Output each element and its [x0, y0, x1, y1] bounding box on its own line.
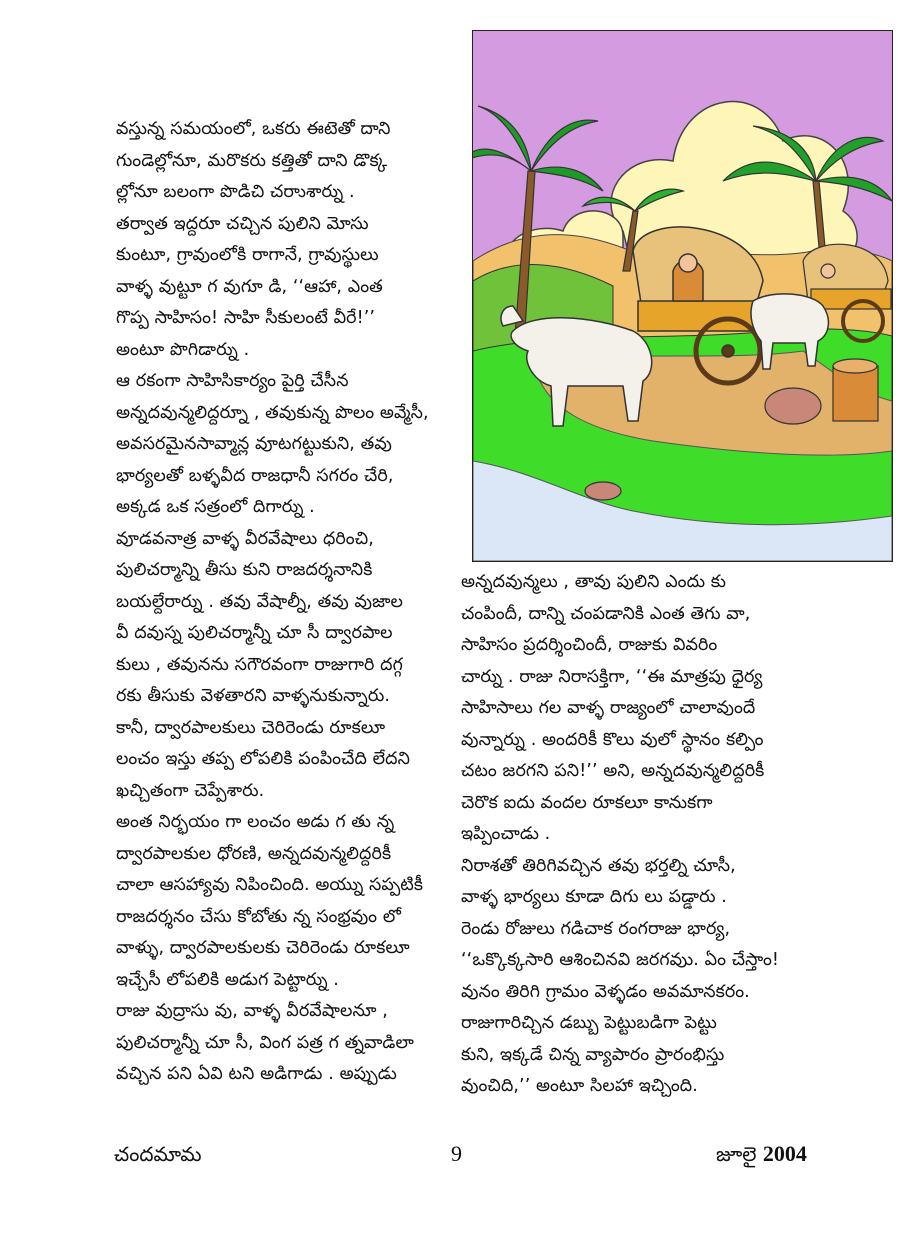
text-line: చార్ను . రాజు నిరాసక్తిగా, ‘‘ఈ మాత్రపు ధైర్య [461, 666, 763, 687]
text-line: ఖచ్చితంగా చెప్పేశారు. [116, 780, 265, 801]
text-line: నిరాశతో తిరిగివచ్చిన తవు భర్తల్ని చూసీ, [461, 855, 736, 876]
text-line: వున్నార్ను . అందరికీ కొలు వులో స్థానం కల్పిం [461, 729, 764, 750]
text-line: పులిచర్మాన్ని తీసు కుని రాజదర్శనానికి [116, 560, 373, 580]
text-line: వాళ్ళ భార్యలు కూడా దిగు లు పడ్డారు . [461, 887, 727, 907]
text-line: ‘‘ఒక్కొక్కసారి ఆశించినవి జరగవుు. ఏం చేస్తాం! [461, 950, 780, 970]
text-line: రకు తీసుకు వెళతారని వాళ్ళనుకున్నారు. [116, 686, 391, 706]
issue-month: జూలై [716, 1142, 757, 1166]
text-line: వస్తున్న సమయంలో, ఒకరు ఈటెతో దాని [116, 119, 391, 139]
text-line: కుంటూ, గ్రావుంలోకి రాగానే, గ్రావుస్థులు [116, 245, 379, 265]
text-line: చటం జరగని పని!’’ అని, అన్నదవున్మలిద్దరికీ [461, 761, 765, 781]
text-line: అంత నిర్భయం గా లంచం అడు గ తు న్న [116, 812, 395, 832]
text-line: సాహిసం ప్రదర్శించిందీ, రాజుకు వివరిం [461, 635, 718, 655]
text-line: వుంచిది,’’ అంటూ సిలహా ఇచ్చింది. [461, 1076, 698, 1096]
page-number: 9 [451, 1141, 462, 1166]
text-line: కుని, ఇక్కడే చిన్న వ్యాపారం ప్రారంభిస్తు [461, 1044, 725, 1065]
text-line: ఆ రకంగా సాహిసికార్యం పైర్తి చేసీన [116, 371, 349, 391]
text-line: ఇచ్చేసీ లోపలికి అడుగ పెట్టార్ను . [116, 969, 339, 990]
text-line: వీ దవుస్న పులిచర్మాన్నీ చూ సీ ద్వారపాల [116, 623, 393, 643]
text-line: ద్వారపాలకుల ధోరణి, అన్నదవున్మలిద్దరికీ [116, 843, 392, 864]
text-line: గొప్ప సాహిసం! సాహి సీకులంటే వీరే!’’ [116, 308, 376, 328]
text-line: రెండు రోజులు గడిచాక రంగరాజు భార్య, [461, 918, 731, 939]
text-line: రాజదర్శనం చేసు కోబోతు న్న సంభ్రవుం లో [116, 906, 401, 927]
text-line: కులు , తవునను సగౌరవంగా రాజుగారి దగ్గ [116, 654, 403, 675]
text-line: రాజుగారిచ్చిన డబ్బు పెట్టుబడిగా పెట్టు [461, 1013, 717, 1033]
text-line: బయల్దేరార్ను . తవు వేషాల్నీ, తవు వుజాల [116, 591, 403, 612]
issue-year: 2004 [762, 1141, 807, 1166]
text-line: అన్నదవున్మలు , తావు పులిని ఎందు కు [461, 572, 727, 592]
text-line: చంపిందీ, దాన్ని చంపడానికి ఎంత తెగు వా, [461, 603, 751, 624]
text-line: రాజు వుద్రాసు వు, వాళ్ళ వీరవేషాలనూ , [116, 1001, 388, 1021]
text-line: వచ్చిన పని ఏవి టని అడిగాడు . అప్పుడు [116, 1064, 397, 1084]
text-line: అవసరమైనసావ్మాన్ల వూటగట్టుకుని, తవు [116, 434, 392, 454]
issue-date [716, 1140, 807, 1168]
text-line: తర్వాత ఇద్దరూ చచ్చిన పులిని మోసు [116, 213, 369, 234]
text-line: అన్నదవున్మలిద్దర్నూ , తవుకున్న పొలం అవ్మేసీ, [116, 402, 429, 423]
story-illustration [472, 30, 893, 562]
text-line: భార్యలతో బళ్ళవీద రాజధానీ సగరం చేరి, [116, 465, 394, 486]
right-text-column [461, 567, 811, 1103]
text-line: చాలా ఆసహ్యావు నిపించింది. అయ్ను సప్పటికీ [116, 875, 424, 895]
text-line: చెరొక ఐదు వందల రూకలూ కానుకగా [461, 792, 713, 813]
text-line: సాహిసాలు గల వాళ్ళ రాజ్యంలో చాలావుందే [461, 698, 756, 718]
text-line: లంచం ఇస్తు తప్ప లోపలికి పంపించేది లేదని [116, 749, 410, 769]
text-line: వూడవనాత్ర వాళ్ళ వీరవేషాలు ధరించి, [116, 528, 374, 549]
text-line: పులిచర్మాన్నీ చూ సీ, వింగ పత్ర గ త్నవాడిలా [116, 1032, 414, 1053]
bullock-cart-scene [473, 31, 892, 561]
text-line: అంటూ పొగిడార్ను . [116, 339, 250, 360]
text-line: కానీ, ద్వారపాలకులు చెరిరెండు రూకలూ [116, 717, 386, 738]
text-line: వాళ్ళు, ద్వారపాలకులకు చెరిరెండు రూకలూ [116, 938, 410, 958]
text-line: ఇప్పించాడు . [461, 824, 551, 844]
text-line: గుండెల్లోనూ, మరొకరు కత్తితో దాని డొక్క [116, 150, 388, 171]
text-line: అక్కడ ఒక సత్రంలో దిగార్ను . [116, 497, 315, 517]
magazine-name: చందమామ [114, 1142, 202, 1166]
text-line: వునం తిరిగి గ్రామం వెళ్ళడం అవమానకరం. [461, 981, 750, 1002]
left-text-column [116, 114, 456, 1091]
text-line: ల్లోనూ బలంగా పొడిచి చరాుశార్ను . [116, 182, 355, 202]
text-line: వాళ్ళ వుట్టూ గ వుగూ డి, ‘‘ఆహా, ఎంత [116, 276, 383, 297]
